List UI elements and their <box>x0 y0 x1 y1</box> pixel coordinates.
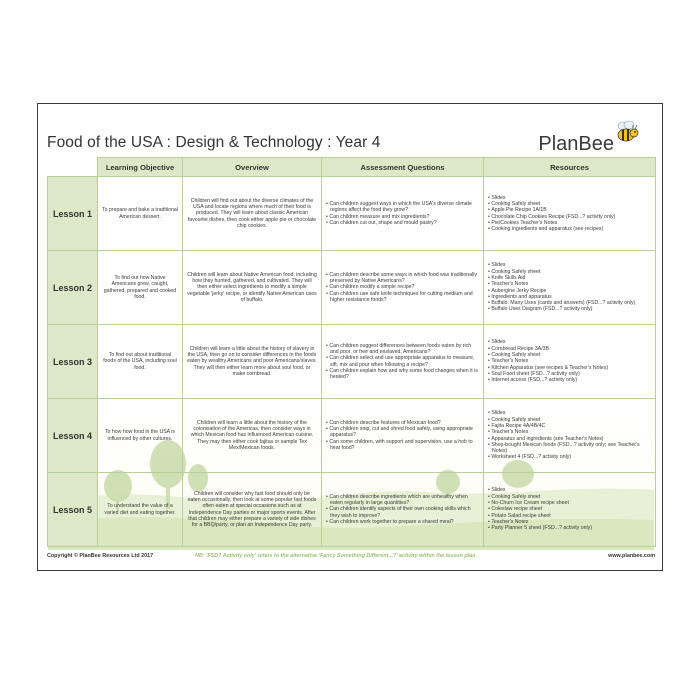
lesson-plan-sheet <box>37 103 663 571</box>
question-list <box>326 272 479 303</box>
lesson-table <box>47 157 656 547</box>
question-list <box>326 494 479 525</box>
question-item: • Can children select and use appropriate apparatus to measure, sift, mix and pour when following a recipe? <box>326 355 479 368</box>
resource-item: • No-Churn Ice Cream recipe sheet <box>488 500 651 506</box>
lesson-row <box>48 399 656 473</box>
resource-item: • Slides <box>488 339 651 345</box>
question-item: • Can children use safe knife techniques for cutting medium and higher resistance foods? <box>326 291 479 304</box>
overview-text: Children will find out about the diverse climates of the USA and locate regions where much of their food is produced. They will learn about classic American favourite dishes, then cook either apple pie or chocolate chip cookies. <box>183 177 322 251</box>
resources-list <box>484 399 656 473</box>
resource-item: • Buffalo Uses Diagram (FSD...? activity only) <box>488 306 651 312</box>
planbee-logo <box>538 126 642 156</box>
resource-list <box>488 410 651 460</box>
resource-item: • Slides <box>488 262 651 268</box>
lesson-label: Lesson 3 <box>48 325 98 399</box>
lesson-row <box>48 473 656 547</box>
question-item: • Can children describe some ways in which food was traditionally preserved by Native Americans? <box>326 272 479 285</box>
question-item: • Can children describe ingredients which are unhealthy when eaten regularly in large quantities? <box>326 494 479 507</box>
resource-item: • Teacher's Notes <box>488 281 651 287</box>
learning-objective: To how how food in the USA is influenced by other cultures. <box>98 399 183 473</box>
question-item: • Can children snip, cut and shred food safely, using appropriate apparatus? <box>326 426 479 439</box>
learning-objective: To prepare and bake a traditional American dessert. <box>98 177 183 251</box>
question-item: • Can children suggest ways in which the USA's diverse climate regions affect the food they grow? <box>326 201 479 214</box>
resource-item: • Soul Food sheet (FSD...? activity only) <box>488 371 651 377</box>
assessment-questions <box>322 399 484 473</box>
resource-item: • Cooking ingredients and apparatus (see recipes) <box>488 226 651 232</box>
resources-list <box>484 473 656 547</box>
resource-item: • Cooking Safely sheet <box>488 269 651 275</box>
header-learning-objective: Learning Objective <box>98 158 183 177</box>
resource-item: • Cooking Safely sheet <box>488 352 651 358</box>
lesson-row <box>48 325 656 399</box>
header-assessment-questions: Assessment Questions <box>322 158 484 177</box>
resources-list <box>484 177 656 251</box>
fsd-note: NB: 'FSD? Activity only' refers to the alternative 'Fancy Something Different...?' activity within the lesson plan <box>195 553 476 559</box>
learning-objective: To find out about traditional foods of the USA, including soul food. <box>98 325 183 399</box>
overview-text: Children will learn a little about the history of the colonisation of the Americas, then consider ways in which Mexican food has influenced American cuisine. They may then either cook fajitas or sample Tex Mex/Mexican foods. <box>183 399 322 473</box>
assessment-questions <box>322 177 484 251</box>
resource-list <box>488 262 651 312</box>
resource-item: • Cornbread Recipe 3A/3B <box>488 346 651 352</box>
copyright-text: Copyright © PlanBee Resources Ltd 2017 <box>47 553 154 559</box>
resources-list <box>484 325 656 399</box>
resource-item: • Pie/Cookies Teacher's Notes <box>488 220 651 226</box>
resource-item: • Slides <box>488 410 651 416</box>
website-url: www.planbee.com <box>608 553 655 559</box>
resource-item: • Potato Salad recipe sheet <box>488 513 651 519</box>
resource-item: • Buffalo: Many Uses (cards and answers) (FSD...? activity only) <box>488 300 651 306</box>
overview-text: Children will consider why fast food should only be eaten occasionally, then look at some popular fast foods often eaten at special occasions such as at Independence Day parties or major sports events. After that children may either prepare a variety of side dishes for a BBQ/party, or plan an Independence Day party. <box>183 473 322 547</box>
resource-item: • Shop-bought Mexican foods (FSD...? activity only; see Teacher's Notes) <box>488 442 651 455</box>
question-item: • Can children work together to prepare a shared meal? <box>326 519 479 525</box>
resource-item: • Knife Skills Aid <box>488 275 651 281</box>
resource-item: • Coleslaw recipe sheet <box>488 506 651 512</box>
learning-objective: To understand the value of a varied diet and eating together. <box>98 473 183 547</box>
lesson-row <box>48 177 656 251</box>
resource-list <box>488 339 651 383</box>
overview-text: Children will learn about Native American food, including how they hunted, gathered, and cultivated. They will then either select ingredients to modify a simple vegetable 'jerky' recipe, or identify Native American uses of buffalo. <box>183 251 322 325</box>
question-item: • Can children explain how and why some food changes when it is heated? <box>326 368 479 381</box>
question-item: • Can children cut out, shape and mould pastry? <box>326 220 479 226</box>
resource-item: • Fajita Recipe 4A/4B/4C <box>488 423 651 429</box>
page-title: Food of the USA : Design & Technology : Year 4 <box>47 134 381 151</box>
resource-item: • Apple Pie Recipe 1A/1B <box>488 207 651 213</box>
lesson-row <box>48 251 656 325</box>
overview-text: Children will learn a little about the history of slavery in the USA, then go on to consider differences in the foods eaten by wealthy Americans and poor Americans/slaves. They will then either learn more about soul food, or make cornbread. <box>183 325 322 399</box>
resource-item: • Kitchen Apparatus (see recipes & Teacher's Notes) <box>488 365 651 371</box>
question-item: • Can children modify a simple recipe? <box>326 284 479 290</box>
assessment-questions <box>322 473 484 547</box>
resource-item: • Worksheet 4 (FSD...? activity only) <box>488 454 651 460</box>
lesson-rows <box>48 177 656 547</box>
corner-cell <box>48 158 98 177</box>
resource-item: • Cooking Safely sheet <box>488 417 651 423</box>
question-list <box>326 343 479 381</box>
resource-item: • Ingredients and apparatus <box>488 294 651 300</box>
resource-list <box>488 195 651 233</box>
assessment-questions <box>322 325 484 399</box>
resource-item: • Cooking Safely sheet <box>488 494 651 500</box>
resource-item: • Chocolate Chip Cookies Recipe (FSD...? activity only) <box>488 214 651 220</box>
question-item: • Can children measure and mix ingredients? <box>326 214 479 220</box>
resource-item: • Slides <box>488 195 651 201</box>
question-item: • Can children suggest differences between foods eaten by rich and poor, or free and enslaved, Americans? <box>326 343 479 356</box>
question-list <box>326 420 479 451</box>
resource-item: • Teacher's Notes <box>488 519 651 525</box>
resource-item: • Apparatus and ingredients (see Teacher's Notes) <box>488 436 651 442</box>
logo-text: PlanBee <box>538 133 614 155</box>
header-resources: Resources <box>484 158 656 177</box>
question-item: • Can children identify aspects of their own cooking skills which they wish to improve? <box>326 506 479 519</box>
question-item: • Can children describe features of Mexican food? <box>326 420 479 426</box>
lesson-label: Lesson 5 <box>48 473 98 547</box>
resource-item: • Aubergine Jerky Recipe <box>488 288 651 294</box>
resource-list <box>488 487 651 531</box>
lesson-label: Lesson 1 <box>48 177 98 251</box>
lesson-label: Lesson 4 <box>48 399 98 473</box>
resources-list <box>484 251 656 325</box>
learning-objective: To find out how Native Americans grew, caught, gathered, prepared and cooked food. <box>98 251 183 325</box>
question-item: • Can some children, with support and supervision, use a hob to heat food? <box>326 439 479 452</box>
resource-item: • Teacher's Notes <box>488 429 651 435</box>
resource-item: • Slides <box>488 487 651 493</box>
header-overview: Overview <box>183 158 322 177</box>
resource-item: • Internet access (FSD...? activity only) <box>488 377 651 383</box>
resource-item: • Party Planner 5 sheet (FSD...? activity only) <box>488 525 651 531</box>
bee-icon <box>612 120 642 146</box>
lesson-label: Lesson 2 <box>48 251 98 325</box>
resource-item: • Cooking Safely sheet <box>488 201 651 207</box>
resource-item: • Teacher's Notes <box>488 358 651 364</box>
question-list <box>326 201 479 226</box>
assessment-questions <box>322 251 484 325</box>
